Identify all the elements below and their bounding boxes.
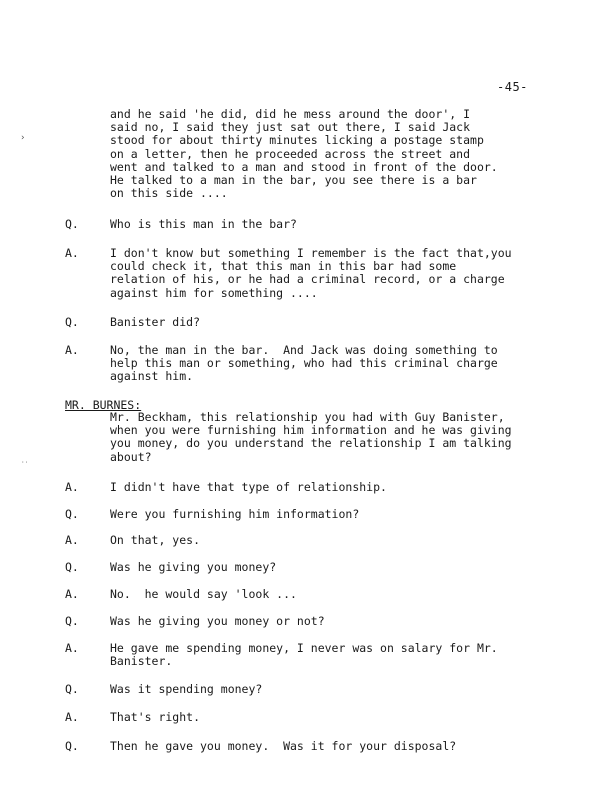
entry-label: Q.: [65, 315, 79, 329]
entry-text: I don't know but something I remember is the fact that,you could check it, that this man in this bar had some relation of his, or he had a criminal record, or a charge against him for something ....: [110, 246, 512, 300]
speaker-heading: MR. BURNES:: [65, 398, 142, 412]
entry-label: Q.: [65, 682, 79, 696]
entry-text: Were you furnishing him information?: [110, 507, 360, 521]
entry-label: A.: [65, 480, 79, 494]
entry-text: No, the man in the bar. And Jack was doing something to help this man or something, who had this criminal charge against him.: [110, 343, 498, 384]
entry-text: Then he gave you money. Was it for your disposal?: [110, 739, 457, 753]
entry-text: On that, yes.: [110, 533, 201, 547]
entry-label: A.: [65, 710, 79, 724]
entry-text: Was he giving you money or not?: [110, 614, 325, 628]
entry-text: Was he giving you money?: [110, 560, 277, 574]
entry-label: A.: [65, 533, 79, 547]
entry-text: I didn't have that type of relationship.: [110, 480, 387, 494]
entry-text: and he said 'he did, did he mess around the door', I said no, I said they just sat out there, I said Jack stood for about thirty minutes licking a postage stamp on a letter, then he proceeded across the street and went and talked to a man and stood in front of the door. He talked to a man in the bar, you see there is a bar on this side ....: [110, 107, 498, 201]
page-number: -45-: [497, 80, 528, 94]
entry-text: Was it spending money?: [110, 682, 263, 696]
entry-label: Q.: [65, 217, 79, 231]
entry-label: A.: [65, 641, 79, 655]
stray-mark: ··: [21, 459, 29, 466]
entry-text: No. he would say 'look ...: [110, 587, 297, 601]
entry-label: A.: [65, 587, 79, 601]
entry-text: Mr. Beckham, this relationship you had with Guy Banister, when you were furnishing him information and he was giving you money, do you understand the relationship I am talking about?: [110, 410, 512, 464]
entry-text: He gave me spending money, I never was on salary for Mr. Banister.: [110, 641, 498, 669]
entry-text: That's right.: [110, 710, 201, 724]
entry-label: Q.: [65, 614, 79, 628]
entry-text: Banister did?: [110, 315, 201, 329]
entry-text: Who is this man in the bar?: [110, 217, 297, 231]
stray-mark: ›: [20, 133, 26, 143]
entry-label: A.: [65, 246, 79, 260]
entry-label: Q.: [65, 560, 79, 574]
entry-label: Q.: [65, 507, 79, 521]
entry-label: A.: [65, 343, 79, 357]
entry-label: Q.: [65, 739, 79, 753]
